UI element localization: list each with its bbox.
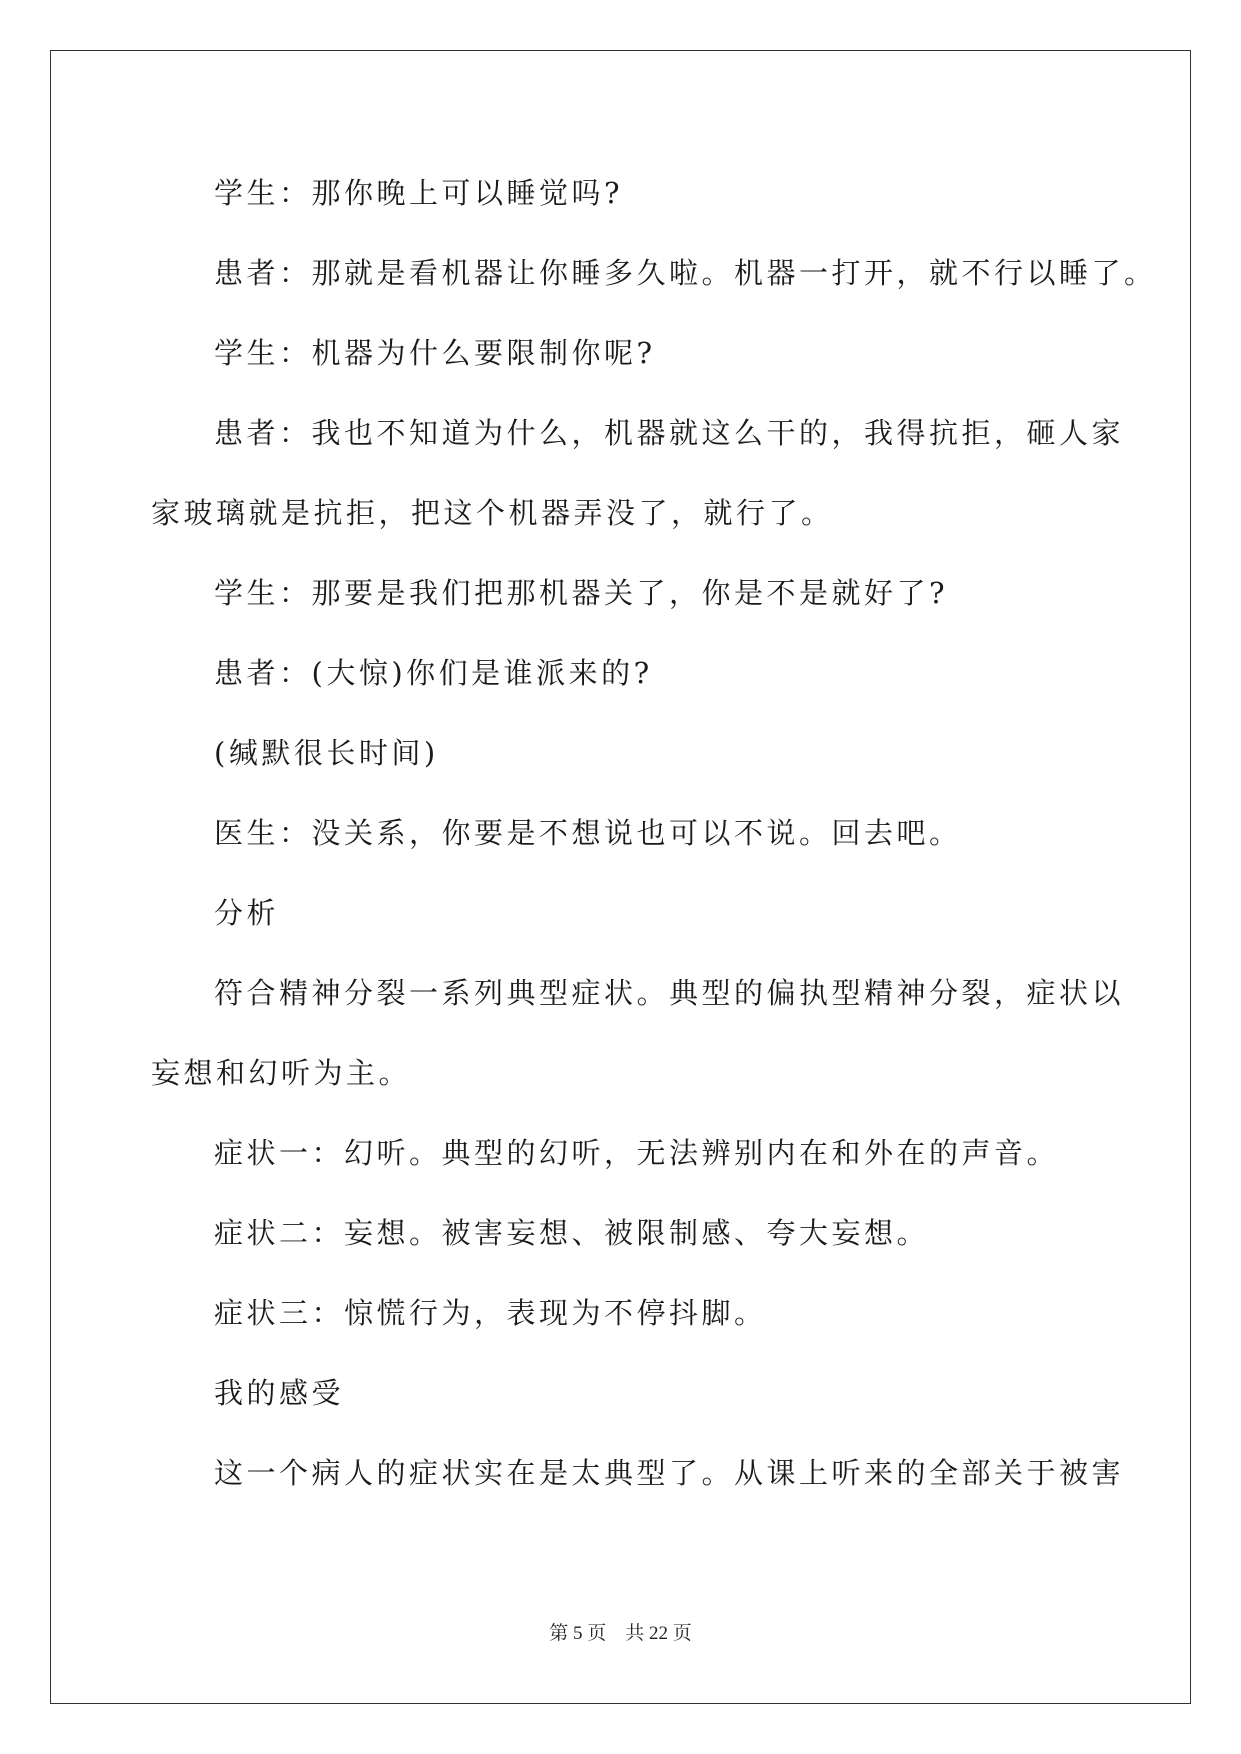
section-heading-feelings: 我的感受 [214, 1376, 345, 1410]
dialogue-line-1: 学生：那你晚上可以睡觉吗? [214, 176, 624, 210]
dialogue-line-4-continued: 家玻璃就是抗拒，把这个机器弄没了，就行了。 [151, 496, 834, 530]
symptom-3: 症状三：惊慌行为，表现为不停抖脚。 [214, 1296, 767, 1330]
analysis-paragraph: 符合精神分裂一系列典型症状。典型的偏执型精神分裂，症状以 [214, 976, 1125, 1010]
symptom-2: 症状二：妄想。被害妄想、被限制感、夸大妄想。 [214, 1216, 930, 1250]
dialogue-line-7: 医生：没关系，你要是不想说也可以不说。回去吧。 [214, 816, 962, 850]
section-heading-analysis: 分析 [214, 896, 280, 930]
dialogue-line-4: 患者：我也不知道为什么，机器就这么干的，我得抗拒，砸人家 [214, 416, 1125, 450]
stage-direction: (缄默很长时间) [214, 736, 439, 770]
dialogue-line-2: 患者：那就是看机器让你睡多久啦。机器一打开，就不行以睡了。 [214, 256, 1157, 290]
dialogue-line-6: 患者：(大惊)你们是谁派来的? [214, 656, 653, 690]
dialogue-line-3: 学生：机器为什么要限制你呢? [214, 336, 656, 370]
page-number: 第 5 页 共 22 页 [549, 1623, 692, 1644]
dialogue-line-5: 学生：那要是我们把那机器关了，你是不是就好了? [214, 576, 949, 610]
symptom-1: 症状一：幻听。典型的幻听，无法辨别内在和外在的声音。 [214, 1136, 1060, 1170]
feelings-paragraph: 这一个病人的症状实在是太典型了。从课上听来的全部关于被害 [214, 1456, 1125, 1490]
analysis-paragraph-continued: 妄想和幻听为主。 [151, 1056, 412, 1090]
